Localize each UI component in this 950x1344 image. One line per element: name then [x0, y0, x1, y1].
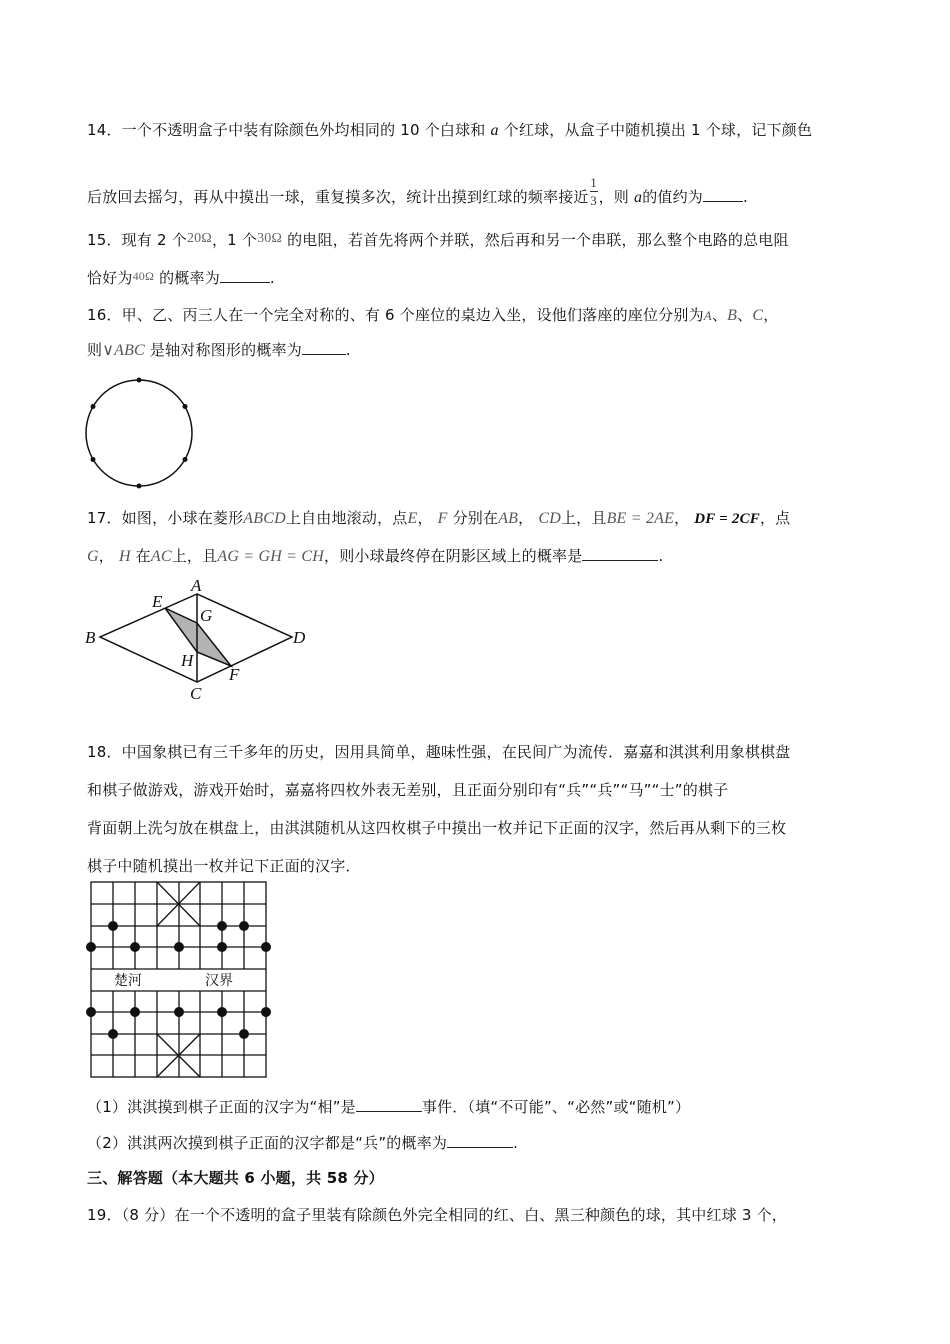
q17-text: 上自由地滚动，点 — [285, 509, 408, 527]
answer-blank[interactable] — [220, 268, 270, 283]
triangle-abc: ∨ABC — [102, 342, 145, 359]
q17-text: ， — [674, 509, 690, 527]
label-a: A — [191, 576, 202, 595]
q16-text: 则 — [87, 341, 103, 359]
equation-df: DF = 2CF — [694, 511, 760, 527]
q17-text: ，则小球最终停在阴影区域上的概率是 — [324, 547, 583, 565]
q18-sub1 — [87, 1097, 690, 1117]
equation-be: BE = 2AE — [606, 510, 675, 527]
q15-text: 15．现有 2 个 — [87, 231, 187, 249]
label-d: D — [293, 628, 306, 647]
point-c: C — [752, 307, 764, 324]
answer-blank[interactable] — [447, 1133, 513, 1148]
point-e: E — [407, 510, 418, 527]
q16-text: 16．甲、乙、丙三人在一个完全对称的、有 6 个座位的桌边入坐，设他们落座的座位分别为 — [87, 306, 704, 324]
resistance-20: 20Ω — [186, 231, 212, 246]
answer-blank[interactable] — [703, 187, 743, 202]
point-h: H — [118, 548, 131, 565]
point-b: B — [727, 307, 738, 324]
q16-text: 是轴对称图形的概率为 — [149, 341, 302, 359]
q16-text: . — [345, 341, 351, 359]
q16-text: ， — [763, 306, 779, 324]
rhombus-figure — [80, 575, 320, 705]
q17-text: 上，且 — [171, 547, 218, 565]
answer-blank[interactable] — [356, 1097, 422, 1112]
q16-line1 — [87, 305, 778, 326]
circle-seating-figure — [80, 372, 200, 492]
q14-line1 — [87, 120, 812, 141]
q15-text: ，1 个 — [211, 231, 258, 249]
q17-text: 分别在 — [452, 509, 499, 527]
xiangqi-board — [85, 877, 275, 1083]
answer-blank[interactable] — [302, 340, 346, 355]
var-a: a — [490, 122, 499, 139]
q18-sub1-text: （1）淇淇摸到棋子正面的汉字为“相”是 — [87, 1098, 356, 1116]
resistance-30: 30Ω — [257, 231, 283, 246]
q15-text: 的电阻，若首先将两个并联，然后再和另一个串联，那么整个电路的总电阻 — [287, 231, 789, 249]
q14-text: 个红球，从盒子中随机摸出 1 个球，记下颜色 — [503, 121, 813, 139]
label-c: C — [190, 684, 202, 703]
q18-sub2-text: . — [513, 1134, 519, 1152]
q17-line2 — [87, 546, 663, 567]
segment-ab: AB — [498, 510, 519, 527]
q18-sub2-text: （2）淇淇两次摸到棋子正面的汉字都是“兵”的概率为 — [87, 1134, 448, 1152]
q14-text: ，则 — [598, 188, 630, 206]
q15-text: 的概率为 — [159, 269, 220, 287]
river-left-text: 楚河 — [114, 973, 142, 989]
frac-den: 3 — [590, 193, 597, 208]
var-a: a — [633, 189, 643, 206]
q18-line2: 和棋子做游戏，游戏开始时，嘉嘉将四枚外表无差别，且正面分别印有“兵”“兵”“马”“士”的棋子 — [87, 781, 729, 799]
frac-num: 1 — [590, 175, 597, 190]
q18-sub2 — [87, 1133, 518, 1153]
point-f: F — [437, 510, 448, 527]
q17-text: ，点 — [759, 509, 791, 527]
q18-sub1-text: 事件．（填“不可能”、“必然”或“随机”） — [421, 1098, 691, 1116]
q16-text: 、 — [737, 306, 753, 324]
frac-bar — [590, 191, 598, 192]
label-e: E — [152, 592, 163, 611]
q16-line2 — [87, 340, 351, 361]
q15-text: . — [269, 269, 275, 287]
q17-text: 17．如图，小球在菱形 — [87, 509, 244, 527]
q19-line1: 19．（8 分）在一个不透明的盒子里装有除颜色外完全相同的红、白、黑三种颜色的球，其中红球 3 个， — [87, 1206, 787, 1224]
answer-blank[interactable] — [582, 546, 658, 561]
q18-line4: 棋子中随机摸出一枚并记下正面的汉字． — [87, 857, 361, 875]
q17-text: . — [658, 547, 664, 565]
resistance-40: 40Ω — [132, 269, 155, 283]
q14-line2 — [87, 175, 748, 213]
q17-text: ， — [518, 509, 534, 527]
point-g: G — [87, 548, 99, 565]
q14-text: 的值约为 — [642, 188, 703, 206]
q15-line2 — [87, 268, 275, 289]
river-right-text: 汉界 — [205, 973, 233, 989]
segment-ac: AC — [150, 548, 172, 565]
equation-ag: AG = GH = CH — [217, 548, 325, 565]
q14-text: 14．一个不透明盒子中装有除颜色外均相同的 10 个白球和 — [87, 121, 486, 139]
q17-text: ， — [98, 547, 114, 565]
label-b: B — [85, 628, 96, 647]
label-g: G — [200, 606, 213, 625]
q14-text: 后放回去摇匀，再从中摸出一球，重复摸多次，统计出摸到红球的频率接近 — [87, 188, 589, 206]
fraction-one-third — [590, 176, 598, 207]
q16-text: 、 — [711, 306, 728, 324]
q17-text: 在 — [135, 547, 151, 565]
label-h: H — [181, 651, 194, 670]
q18-line1: 18．中国象棋已有三千多年的历史，因用具简单，趣味性强，在民间广为流传．嘉嘉和淇淇利用象棋棋盘 — [87, 743, 791, 761]
q18-line3: 背面朝上洗匀放在棋盘上，由淇淇随机从这四枚棋子中摸出一枚并记下正面的汉字，然后再从剩下的三枚 — [87, 819, 787, 837]
q15-line1 — [87, 230, 789, 252]
q17-text: 上，且 — [560, 509, 607, 527]
label-f: F — [229, 665, 240, 684]
section-3-heading: 三、解答题（本大题共 6 小题，共 58 分） — [87, 1169, 384, 1187]
segment-cd: CD — [538, 510, 561, 527]
q17-text: ， — [417, 509, 433, 527]
q17-line1 — [87, 508, 790, 529]
q15-text: 恰好为 — [87, 269, 133, 287]
q14-text: . — [743, 188, 748, 206]
point-a: A — [703, 308, 712, 323]
rhombus-abcd: ABCD — [243, 510, 286, 527]
